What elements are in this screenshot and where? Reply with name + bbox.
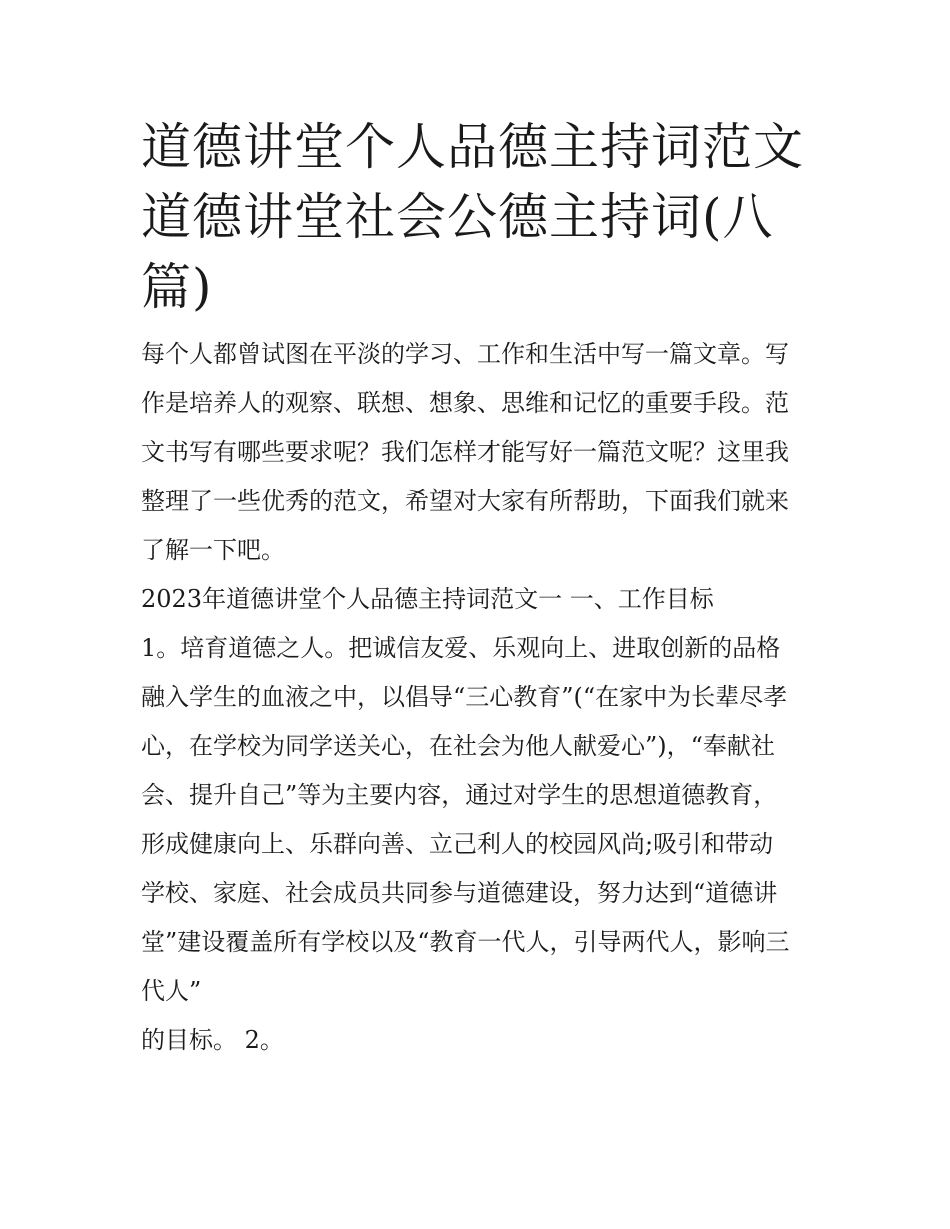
title-line: 道德讲堂社会公德主持词(八 <box>141 188 774 246</box>
section-heading <box>141 575 821 624</box>
text-line: 形成健康向上、乐群向善、立己利人的校园风尚;吸引和带动 <box>141 830 774 858</box>
title-line: 道德讲堂个人品德主持词范文 <box>141 118 804 176</box>
text-line: 心，在学校为同学送关心，在社会为他人献爱心”)，“奉献社 <box>141 732 775 760</box>
text-line: 代人” <box>141 977 202 1005</box>
text-line: 文书写有哪些要求呢？我们怎样才能写好一篇范文呢？这里我 <box>141 438 789 466</box>
text-line: 作是培养人的观察、联想、想象、思维和记忆的重要手段。范 <box>141 389 789 417</box>
text-line: 的目标。 2。 <box>141 1026 284 1054</box>
text-line: 融入学生的血液之中，以倡导“三心教育”(“在家中为长辈尽孝 <box>141 683 788 711</box>
text-line: 2023年道德讲堂个人品德主持词范文一 一、工作目标 <box>141 585 714 613</box>
text-line: 整理了一些优秀的范文，希望对大家有所帮助，下面我们就来 <box>141 487 789 515</box>
text-line: 了解一下吧。 <box>141 536 285 564</box>
title-line: 篇) <box>141 258 213 316</box>
text-line: 堂”建设覆盖所有学校以及“教育一代人，引导两代人，影响三 <box>141 928 790 956</box>
text-line: 会、提升自己”等为主要内容，通过对学生的思想道德教育， <box>141 781 778 809</box>
document-page <box>141 112 821 1065</box>
intro-paragraph <box>141 330 821 575</box>
text-line: 1。培育道德之人。把诚信友爱、乐观向上、进取创新的品格 <box>141 634 781 662</box>
document-title <box>141 112 821 322</box>
closing-paragraph <box>141 1016 821 1065</box>
text-line: 学校、家庭、社会成员共同参与道德建设，努力达到“道德讲 <box>141 879 778 907</box>
text-line: 每个人都曾试图在平淡的学习、工作和生活中写一篇文章。写 <box>141 340 789 368</box>
item-1-paragraph <box>141 624 821 1016</box>
